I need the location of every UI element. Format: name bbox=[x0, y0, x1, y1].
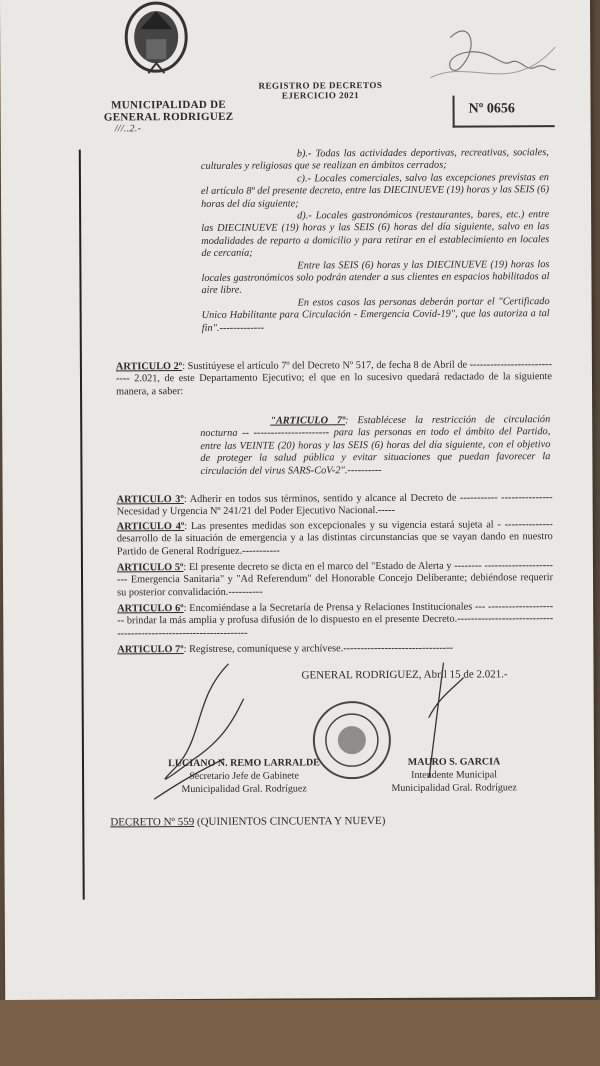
signer-right-org: Municipalidad Gral. Rodríguez bbox=[391, 782, 517, 794]
signer-left-name: LUCIANO N. REMO LARRALDE bbox=[168, 757, 320, 770]
decree-footer-words: (QUINIENTOS CINCUENTA Y NUEVE) bbox=[194, 814, 386, 828]
margin-rule bbox=[79, 150, 85, 900]
article-4-text: : Las presentes medidas son excepcionales y su vigencia estará sujeta al - -------------- desarrollo de la situación de emergencia y a las distintas circunstancias que se vayan dando en nuestro Partido de General Rodríguez.----------- bbox=[116, 519, 553, 558]
article-4 bbox=[117, 519, 553, 559]
article-4-label: ARTICULO 4º bbox=[116, 521, 185, 533]
table-surface bbox=[0, 1000, 600, 1066]
article-7-quote bbox=[200, 414, 550, 478]
article-7-quote-label: "ARTICULO 7º bbox=[270, 415, 346, 427]
article-6-text: : Encomiéndase a la Secretaría de Prensa y Relaciones Institucionales --- --------------------- brindar la más amplia y profusa difusión de lo dispuesto en el presente Decreto.------------------------------------------------------------------ bbox=[117, 601, 554, 640]
registry-line1: REGISTRO DE DECRETOS bbox=[258, 79, 383, 91]
decree-footer-label: DECRETO Nº 559 bbox=[110, 815, 195, 829]
article-2 bbox=[116, 359, 552, 399]
signer-right-name: MAURO S. GARCIA bbox=[407, 756, 501, 768]
signature-left bbox=[144, 756, 344, 796]
clause-d: d).- Locales gastronómicos (restaurantes, bares, etc.) entre las DIECINUEVE (19) horas y las SEIS (6) horas del día siguiente, salvo en las modalidades de reparto a domicilio y para retirar en el establecimiento en locales de cercanía; bbox=[201, 209, 550, 260]
clause-c: c).- Locales comerciales, salvo las excepciones previstas en el artículo 8º del presente decreto, entre las DIECINUEVE (19) horas y las SEIS (6) horas del día siguiente; bbox=[200, 171, 550, 210]
article-6 bbox=[117, 601, 553, 641]
signer-left-title: Secretario Jefe de Gabinete bbox=[189, 770, 299, 783]
article-6-label: ARTICULO 6º bbox=[117, 603, 184, 615]
article-2-label: ARTICULO 2º bbox=[115, 361, 183, 373]
page-marker: ///..2.- bbox=[114, 123, 142, 135]
article-3-text: : Adherir en todos sus términos, sentido y alcance al Decreto de ----------- --------------- Necesidad y Urgencia Nº 241/21 del Poder Ejecutivo Nacional.----- bbox=[116, 492, 553, 518]
municipality-line1: MUNICIPALIDAD DE bbox=[111, 98, 227, 112]
municipal-seal-icon bbox=[118, 0, 194, 79]
signature-right bbox=[364, 755, 544, 795]
article-7 bbox=[117, 642, 553, 657]
continued-clauses bbox=[201, 147, 550, 335]
decree-footer bbox=[110, 815, 385, 828]
municipality-header bbox=[99, 99, 239, 136]
article-2-text: : Sustitúyese el artículo 7º del Decreto Nº 517, de fecha 8 de Abril de ---------------------------- 2.021, de este Departamento Ejecutivo; el que en lo sucesivo quedará redactado de la siguiente manera, a saber: bbox=[115, 359, 553, 398]
registry-header bbox=[240, 80, 400, 101]
issue-date: GENERAL RODRIGUEZ, Abril 15 de 2.021.- bbox=[301, 668, 508, 682]
article-3 bbox=[117, 492, 553, 519]
signer-left-org: Municipalidad Gral. Rodríguez bbox=[181, 783, 307, 796]
clause-certificate: En estos casos las personas deberán portar el "Certificado Unico Habilitante para Circulación - Emergencia Covid-19", que las autoriza a tal fin".------------- bbox=[201, 296, 550, 334]
article-5-label: ARTICULO 5º bbox=[116, 562, 184, 574]
article-3-label: ARTICULO 3º bbox=[116, 494, 184, 506]
signer-right-title: Intendente Municipal bbox=[411, 769, 497, 781]
decree-number: Nº 0656 bbox=[468, 101, 515, 117]
registry-line2: EJERCICIO 2021 bbox=[281, 90, 360, 101]
article-7-quote-text: : Establécese la restricción de circulación nocturna -- ---------------------- para las personas en todo el ámbito del Partido, entre las VEINTE (20) horas y las SEIS (6) horas del día siguiente, con el objetivo de proteger la salud pública y evitar situaciones que puedan favorecer la circulación del virus SARS-CoV-2".---------- bbox=[200, 414, 551, 477]
municipality-line2: GENERAL RODRIGUEZ bbox=[103, 110, 234, 124]
article-5 bbox=[117, 560, 553, 600]
clause-b: b).- Todas las actividades deportivas, recreativas, sociales, culturales y religiosas que se realizan en ámbitos cerrados; bbox=[200, 147, 549, 173]
article-7-label: ARTICULO 7º bbox=[117, 644, 184, 656]
decree-number-box bbox=[453, 95, 555, 128]
article-7-text: : Regístrese, comuníquese y archívese.-------------------------------- bbox=[183, 642, 453, 656]
article-5-text: : El presente decreto se dicta en el marco del "Estado de Alerta y -------- ----------------------- Emergencia Sanitaria" y "Ad Referendum" del Honorable Concejo Deliberante; debiéndose requerir su posterior convalidación.---------- bbox=[117, 560, 554, 599]
clause-hours: Entre las SEIS (6) horas y las DIECINUEVE (19) horas los locales gastronómicos solo podrán atender a sus clientes en espacios habilitados al aire libre. bbox=[201, 258, 550, 297]
